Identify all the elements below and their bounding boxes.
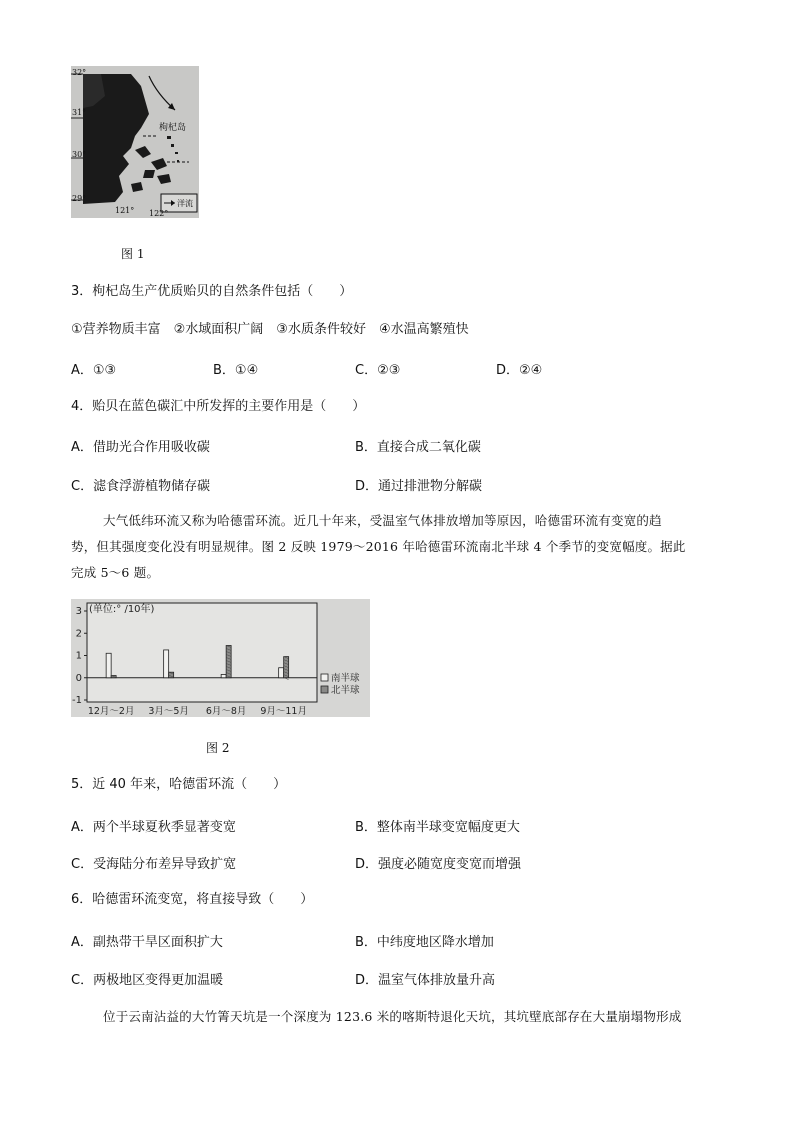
passage2-line3: 完成 5～6 题。 xyxy=(71,565,160,580)
passage2-line1: 大气低纬环流又称为哈德雷环流。近几十年来，受温室气体排放增加等原因，哈德雷环流有变宽的趋 xyxy=(103,513,662,528)
q6-option-d[interactable]: D．温室气体排放量升高 xyxy=(355,973,496,988)
lon-label-122: 122° xyxy=(149,209,169,218)
x-tick-label: 9月～11月 xyxy=(260,706,307,717)
bar-south xyxy=(106,653,111,677)
current-legend-label: 洋流 xyxy=(177,199,193,208)
map-svg xyxy=(71,66,199,218)
q5-stem: 5．近 40 年来，哈德雷环流（ ） xyxy=(71,777,287,792)
legend-swatch xyxy=(321,674,328,681)
y-tick-label: 1 xyxy=(75,650,82,662)
passage2-line2: 势，但其强度变化没有明显规律。图 2 反映 1979～2016 年哈德雷环流南北半球 4 个季节的变宽幅度。据此 xyxy=(71,539,686,554)
x-tick-label: 12月～2月 xyxy=(87,706,135,717)
q4-option-b[interactable]: B．直接合成二氧化碳 xyxy=(355,440,481,455)
q5-option-d[interactable]: D．强度必随宽度变宽而增强 xyxy=(355,857,522,872)
q6-stem: 6．哈德雷环流变宽，将直接导致（ ） xyxy=(71,892,314,907)
q6-option-c[interactable]: C．两极地区变得更加温暖 xyxy=(71,973,224,988)
bar-south xyxy=(164,650,169,678)
q6-option-a[interactable]: A．副热带干旱区面积扩大 xyxy=(71,935,223,950)
chart-figure xyxy=(71,599,370,717)
map-figure xyxy=(71,66,199,218)
y-tick-label: 0 xyxy=(75,672,82,684)
bar-south xyxy=(221,674,226,677)
y-tick-label: 3 xyxy=(75,606,82,617)
figure2-caption: 图 2 xyxy=(206,741,230,755)
island-label: 枸杞岛 xyxy=(159,123,187,133)
q3-option-b[interactable]: B．①④ xyxy=(213,363,259,378)
lat-label-31: 31° xyxy=(72,108,87,117)
q3-stem: 3．枸杞岛生产优质贻贝的自然条件包括（ ） xyxy=(71,284,353,299)
legend-swatch xyxy=(321,686,328,693)
q4-option-a[interactable]: A．借助光合作用吸收碳 xyxy=(71,440,210,455)
q4-option-c[interactable]: C．滤食浮游植物储存碳 xyxy=(71,479,211,494)
q3-option-d[interactable]: D．②④ xyxy=(496,363,543,378)
bar-chart xyxy=(71,599,370,717)
passage3-line1: 位于云南沾益的大竹箐天坑是一个深度为 123.6 米的喀斯特退化天坑，其坑壁底部存在大量崩塌物形成 xyxy=(103,1009,682,1024)
bar-south xyxy=(279,668,284,678)
q4-option-d[interactable]: D．通过排泄物分解碳 xyxy=(355,479,483,494)
x-tick-label: 6月～8月 xyxy=(205,706,247,717)
q5-option-a[interactable]: A．两个半球夏秋季显著变宽 xyxy=(71,820,236,835)
y-tick-label: -1 xyxy=(72,695,82,706)
figure1-caption: 图 1 xyxy=(121,247,145,261)
lat-label-30: 30° xyxy=(72,150,87,159)
lat-label-32: 32° xyxy=(72,68,87,77)
y-tick-label: 2 xyxy=(75,628,82,640)
q5-option-c[interactable]: C．受海陆分布差异导致扩宽 xyxy=(71,857,237,872)
q4-stem: 4．贻贝在蓝色碳汇中所发挥的主要作用是（ ） xyxy=(71,399,366,414)
q6-option-b[interactable]: B．中纬度地区降水增加 xyxy=(355,935,494,950)
q3-statements: ①营养物质丰富 ②水域面积广阔 ③水质条件较好 ④水温高繁殖快 xyxy=(71,322,469,337)
legend-label: 北半球 xyxy=(331,685,360,696)
lat-label-29: 29° xyxy=(72,194,87,203)
x-tick-label: 3月～5月 xyxy=(148,706,189,717)
chart-unit-title: (单位:° /10年) xyxy=(89,604,155,615)
legend-label: 南半球 xyxy=(331,673,360,684)
q5-option-b[interactable]: B．整体南半球变宽幅度更大 xyxy=(355,820,520,835)
q3-option-a[interactable]: A．①③ xyxy=(71,363,117,378)
lon-label-121: 121° xyxy=(115,206,135,215)
q3-option-c[interactable]: C．②③ xyxy=(355,363,401,378)
